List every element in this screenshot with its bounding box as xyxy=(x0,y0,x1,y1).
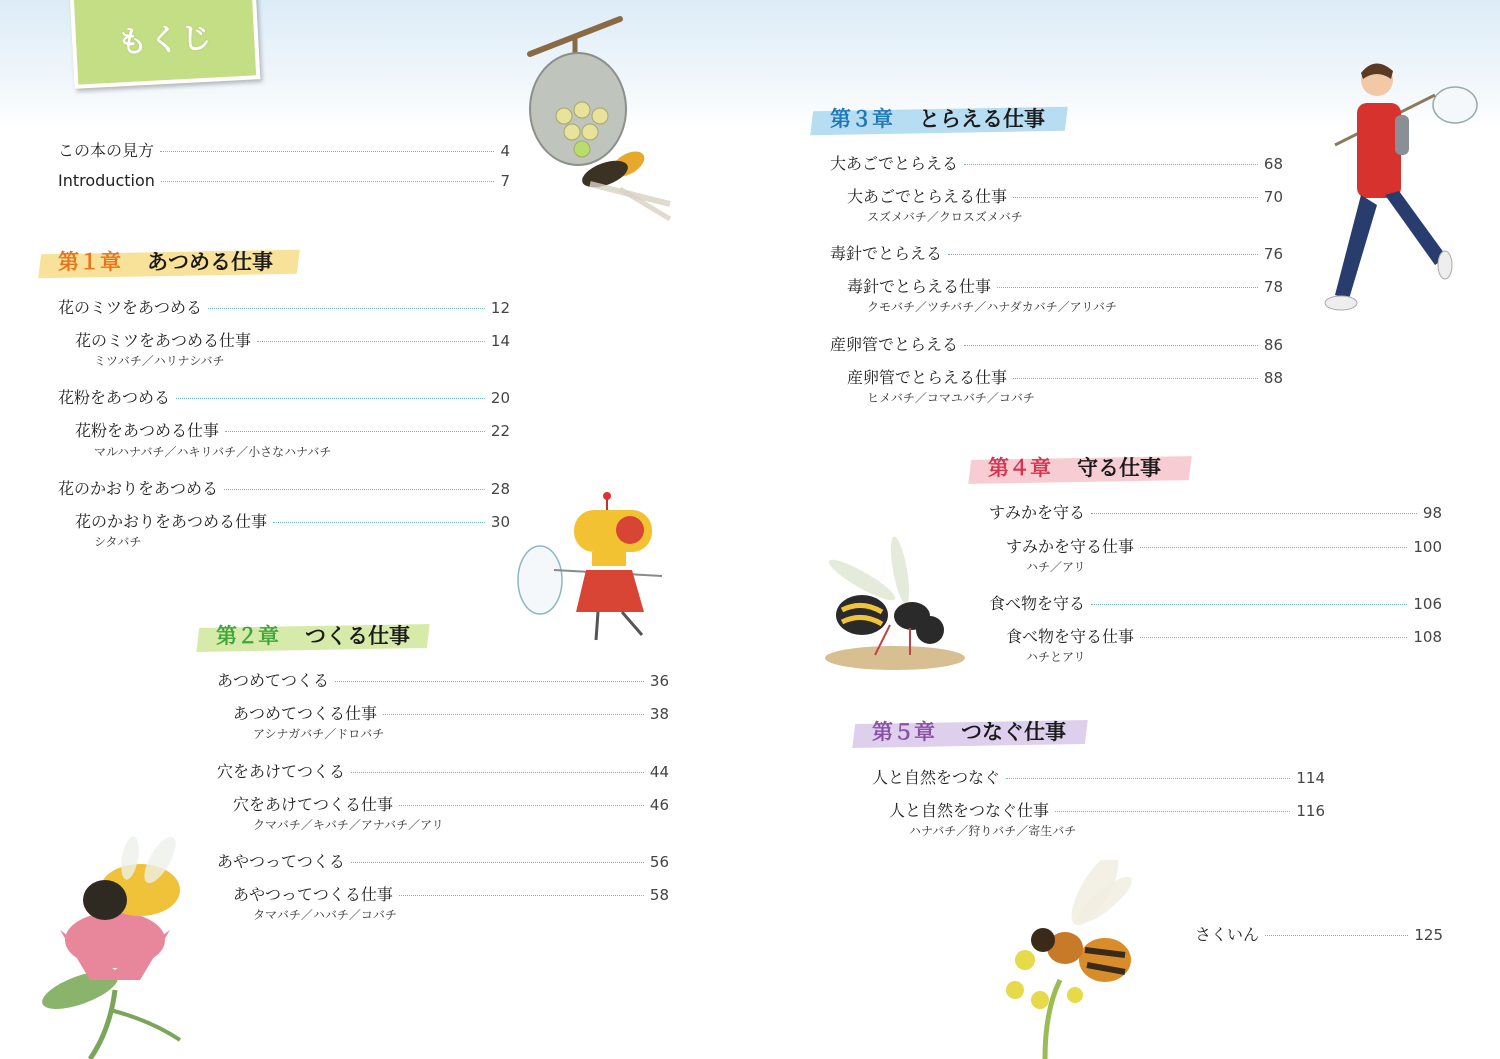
species-list: マルハナバチ／ハキリバチ／小さなハナバチ xyxy=(94,445,332,459)
species-list: ハチとアリ xyxy=(1026,650,1086,664)
toc-entry[interactable]: 毒針でとらえる 76 xyxy=(830,244,1283,263)
species-list: スズメバチ／クロスズメバチ xyxy=(867,210,1023,224)
toc-heading: もくじ xyxy=(116,20,215,61)
toc-subentry[interactable]: 花粉をあつめる仕事 22 xyxy=(75,421,510,440)
toc-entry[interactable]: 食べ物を守る 106 xyxy=(989,594,1442,613)
honeybee-on-flower-icon xyxy=(985,860,1155,1059)
species-list: アシナガバチ／ドロバチ xyxy=(253,727,385,741)
toc-entry[interactable]: 穴をあけてつくる 44 xyxy=(217,762,669,781)
bumblebee-on-thistle-icon xyxy=(20,830,210,1059)
toc-subentry[interactable]: 人と自然をつなぐ仕事 116 xyxy=(889,801,1325,820)
toc-entry[interactable]: すみかを守る 98 xyxy=(989,503,1442,522)
chapter-title: あつめる仕事 xyxy=(147,250,273,274)
toc-entry[interactable]: あやつってつくる 56 xyxy=(217,852,669,871)
toc-subentry[interactable]: 産卵管でとらえる仕事 88 xyxy=(847,368,1283,387)
toc-subentry[interactable]: 穴をあけてつくる仕事 46 xyxy=(233,795,669,814)
toc-subentry[interactable]: 大あごでとらえる仕事 70 xyxy=(847,187,1283,206)
toc-entry-index[interactable]: さくいん 125 xyxy=(1195,925,1443,944)
species-list: クモバチ／ツチバチ／ハナダカバチ／アリバチ xyxy=(867,300,1117,314)
toc-entry[interactable]: 産卵管でとらえる 86 xyxy=(830,335,1283,354)
chapter-1-heading[interactable] xyxy=(40,246,300,276)
toc-subentry[interactable]: 花のかおりをあつめる仕事 30 xyxy=(75,512,510,531)
toc-subentry[interactable]: 毒針でとらえる仕事 78 xyxy=(847,277,1283,296)
wasp-digging-icon xyxy=(820,530,970,680)
species-list: ハナバチ／狩りバチ／寄生バチ xyxy=(909,824,1077,838)
species-list: クマバチ／キバチ／アナバチ／アリ xyxy=(253,818,444,832)
chapter-2-heading[interactable]: 第２章 つくる仕事 xyxy=(198,620,430,650)
toc-entry[interactable]: 花粉をあつめる 20 xyxy=(58,388,510,407)
toc-subentry[interactable]: あやつってつくる仕事 58 xyxy=(233,885,669,904)
toc-heading-tab xyxy=(70,0,261,89)
toc-entry[interactable]: 人と自然をつなぐ 114 xyxy=(872,768,1325,787)
toc-entry-guide[interactable]: この本の見方 4 xyxy=(58,141,510,160)
toc-entry[interactable]: 花のかおりをあつめる 28 xyxy=(58,479,510,498)
toc-entry-introduction[interactable]: Introduction 7 xyxy=(58,171,510,190)
chapter-number: 第１章 xyxy=(58,250,121,274)
boy-with-net-icon xyxy=(1305,55,1485,355)
toc-entry[interactable]: 花のミツをあつめる 12 xyxy=(58,298,510,317)
species-list: ヒメバチ／コマユバチ／コバチ xyxy=(867,391,1035,405)
chapter-4-heading[interactable]: 第４章 守る仕事 xyxy=(970,452,1192,482)
toc-entry[interactable]: あつめてつくる 36 xyxy=(217,671,669,690)
toc-subentry[interactable]: 花のミツをあつめる仕事 14 xyxy=(75,331,510,350)
toc-subentry[interactable]: すみかを守る仕事 100 xyxy=(1006,537,1442,556)
robot-with-net-icon xyxy=(512,490,672,650)
toc-subentry[interactable]: あつめてつくる仕事 38 xyxy=(233,704,669,723)
chapter-3-heading[interactable]: 第３章 とらえる仕事 xyxy=(812,103,1068,133)
wasp-nest-icon xyxy=(520,14,695,224)
species-list: シタバチ xyxy=(94,535,142,549)
toc-subentry[interactable]: 食べ物を守る仕事 108 xyxy=(1006,627,1442,646)
species-list: ミツバチ／ハリナシバチ xyxy=(94,354,225,368)
toc-entry[interactable]: 大あごでとらえる 68 xyxy=(830,154,1283,173)
chapter-5-heading[interactable]: 第５章 つなぐ仕事 xyxy=(854,716,1088,746)
species-list: タマバチ／ハバチ／コバチ xyxy=(253,908,397,922)
species-list: ハチ／アリ xyxy=(1026,560,1086,574)
